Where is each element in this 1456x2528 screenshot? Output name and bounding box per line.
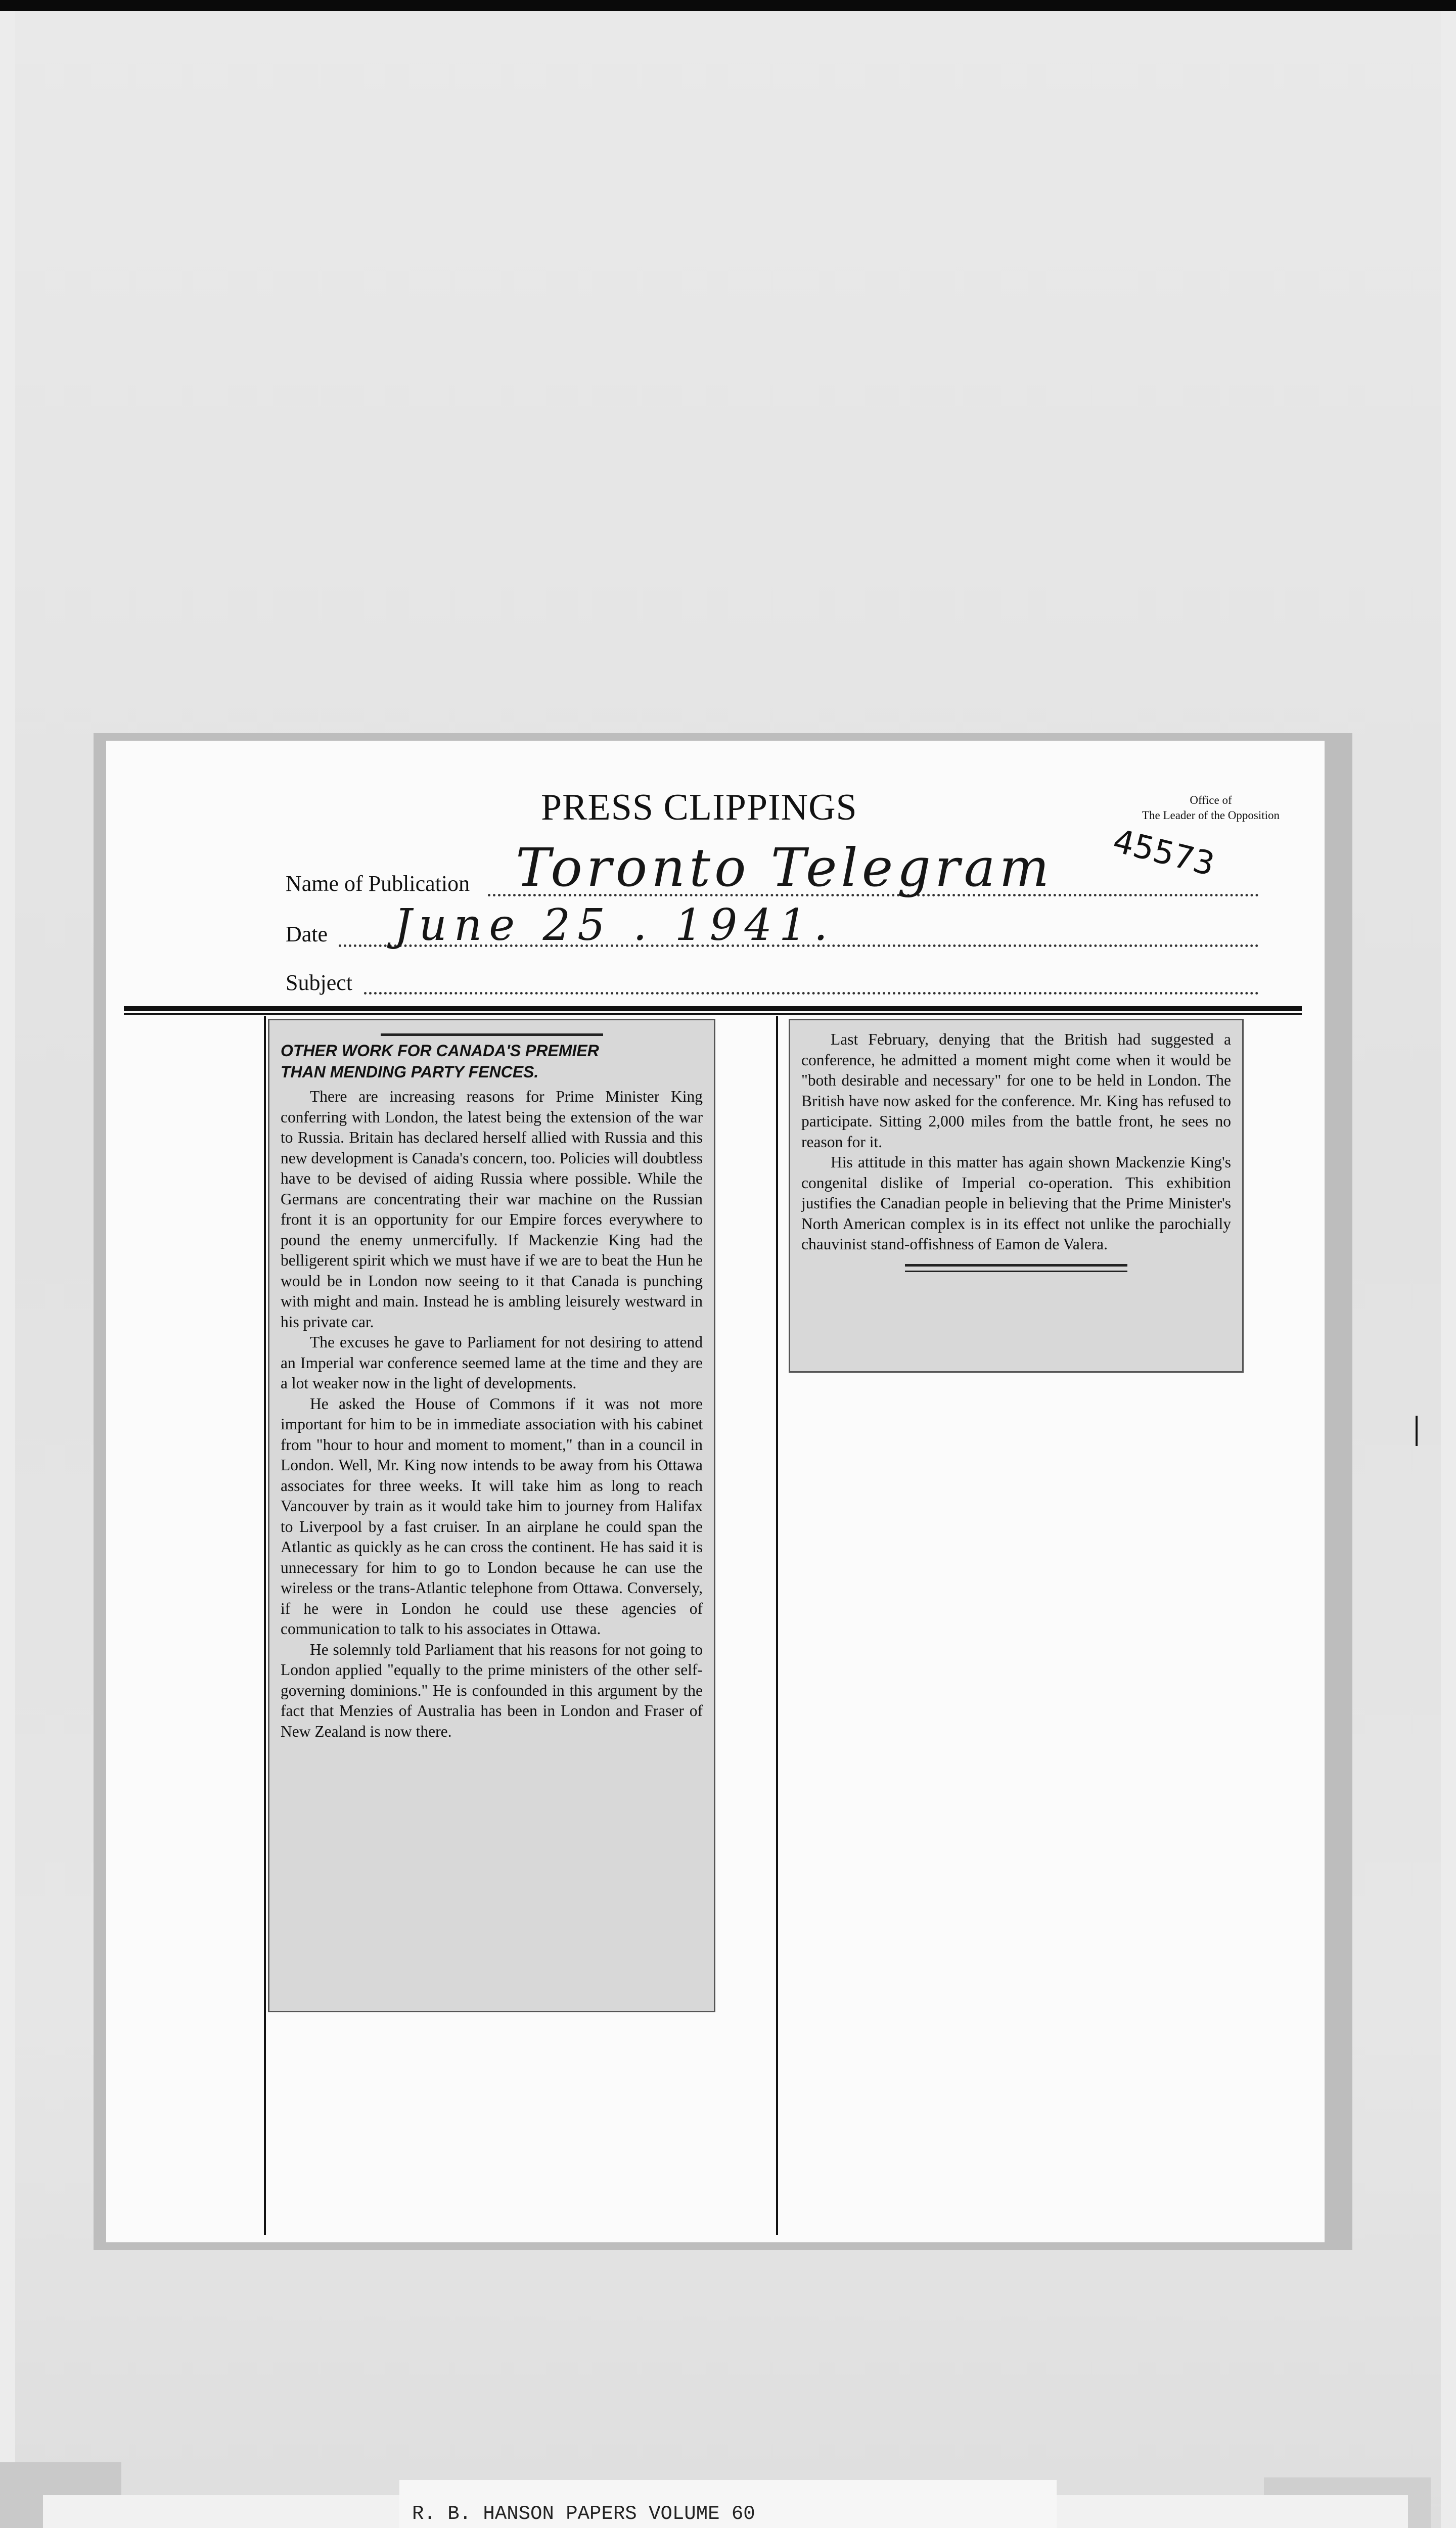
publication-label: Name of Publication bbox=[286, 871, 470, 896]
clipping-paragraph: He asked the House of Commons if it was not more important for him to be in immediate association with his cabinet from "hour to hour and moment to moment," than in a council in London. Well, Mr. King now intends to be away from his Ottawa associates for three weeks. It will take him as long to reach Vancouver by train as it would take him to journey from Halifax to Liverpool by a fast cruiser. In an airplane he could span the Atlantic as quickly as he can cross the continent. He has said it is unnecessary for him to go to London because he can use the wireless or the trans-Atlantic telephone from Ottawa. Conversely, if he were in London he could use these agencies of communication to talk to his associates in Ottawa. bbox=[281, 1394, 703, 1638]
column-rule-center bbox=[776, 1016, 778, 2235]
clipping-headline bbox=[281, 1040, 703, 1082]
scan-edge bbox=[0, 0, 1456, 11]
office-line-2: The Leader of the Opposition bbox=[1142, 809, 1280, 822]
clipping-paragraph: He solemnly told Parliament that his reasons for not going to London applied "equally to the prime ministers of the other self-governing dominions." He is confounded in this argument by the fact that Menzies of Australia has been in London and Fraser of New Zealand is now there. bbox=[281, 1640, 703, 1740]
header-rule bbox=[124, 1006, 1302, 1011]
date-handwriting: June 25 . 1941. bbox=[394, 900, 835, 951]
office-line-1: Office of bbox=[1190, 794, 1232, 806]
publication-handwriting: Toronto Telegram bbox=[516, 837, 1054, 898]
form-title: PRESS CLIPPINGS bbox=[541, 787, 857, 828]
headline-line-1: OTHER WORK FOR CANADA'S PREMIER bbox=[281, 1042, 599, 1060]
clipping-end-rule bbox=[905, 1264, 1127, 1267]
clipping-paragraph: There are increasing reasons for Prime Minister King conferring with London, the latest being the extension of the war to Russia. Britain has declared herself allied with Russia and this new development is Canada's concern, too. Policies will doubtless have to be devised of aiding Russia where possible. While the Germans are concentrating their war machine on the Russian front it is an opportunity for our Empire forces everywhere to pound the enemy unmercifully. If Mackenzie King had the belligerent spirit which we must have if we are to beat the Hun he would be in London now seeing to it that Canada is punching with might and main. Instead he is ambling leisurely westward in his private car. bbox=[281, 1088, 703, 1331]
edge-mark bbox=[1416, 1416, 1418, 1446]
clipping-paragraph: His attitude in this matter has again shown Mackenzie King's congenital dislike of Imperial co-operation. This exhibition justifies the Canadian people in believing that the Prime Minister's North American complex is in its effect not unlike the parochially chauvinist stand-offishness of Eamon de Valera. bbox=[801, 1153, 1231, 1253]
clipping-end-rule-thin bbox=[905, 1271, 1127, 1272]
clipping-left bbox=[268, 1019, 715, 2012]
subject-dotline bbox=[364, 992, 1259, 995]
file-number: 45573 bbox=[1109, 822, 1218, 884]
office-caption bbox=[1112, 793, 1309, 823]
header-rule-thin bbox=[124, 1013, 1302, 1015]
clipping-paragraph: The excuses he gave to Parliament for not desiring to attend an Imperial war conference seemed lame at the time and they are a lot weaker now in the light of developments. bbox=[281, 1333, 703, 1392]
column-rule-left bbox=[264, 1016, 266, 2235]
headline-line-2: THAN MENDING PARTY FENCES. bbox=[281, 1063, 539, 1081]
date-label: Date bbox=[286, 922, 328, 946]
clipping-top-rule bbox=[381, 1033, 603, 1036]
subject-label: Subject bbox=[286, 970, 352, 995]
volume-label: R. B. HANSON PAPERS VOLUME 60 bbox=[412, 2503, 755, 2525]
clipping-right bbox=[789, 1019, 1244, 1373]
clipping-paragraph: Last February, denying that the British had suggested a conference, he admitted a moment might come when it would be "both desirable and necessary" for one to be held in London. The British have now asked for the conference. Mr. King has refused to participate. Sitting 2,000 miles from the battle front, he sees no reason for it. bbox=[801, 1030, 1231, 1151]
